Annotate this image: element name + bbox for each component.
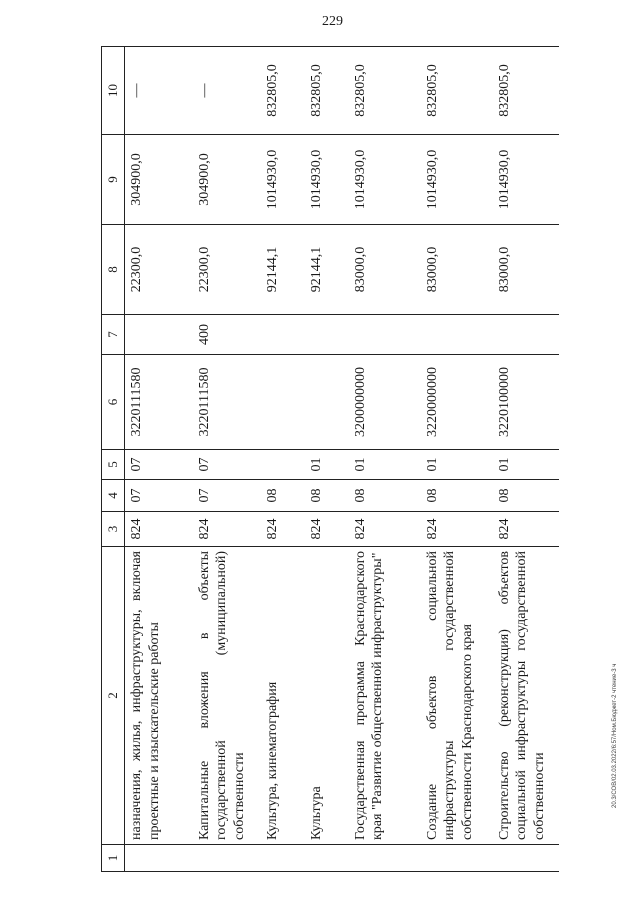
table-cell: 22300,0: [193, 225, 261, 315]
table-cell: [261, 315, 305, 355]
table-cell: 832805,0: [493, 47, 559, 135]
table-row: [193, 47, 261, 872]
table-cell: —: [125, 47, 193, 135]
table-cell: 832805,0: [261, 47, 305, 135]
table-cell: 1014930,0: [305, 135, 349, 225]
table-cell: 3220111580: [125, 355, 193, 450]
rotated-table-container: [101, 47, 551, 872]
header-cell: 8: [102, 225, 125, 315]
table-cell: [421, 315, 493, 355]
table-cell: 01: [349, 450, 421, 480]
table-cell: [261, 845, 305, 872]
table-row: [349, 47, 421, 872]
table-cell: назначения, жилья, инфраструктуры, включая проектные и изыскательские работы: [125, 547, 193, 845]
table-cell: 07: [125, 450, 193, 480]
header-cell: 10: [102, 47, 125, 135]
table-row: [493, 47, 559, 872]
table-cell: 3200000000: [349, 355, 421, 450]
table-cell: 304900,0: [125, 135, 193, 225]
table-cell: 07: [193, 450, 261, 480]
table-cell: 824: [349, 512, 421, 547]
table-cell: [125, 315, 193, 355]
table-cell: [305, 845, 349, 872]
table-cell: [261, 355, 305, 450]
budget-table: [101, 46, 559, 872]
header-row: [102, 47, 125, 872]
table-cell: 1014930,0: [261, 135, 305, 225]
table-cell: 1014930,0: [349, 135, 421, 225]
table-cell: 92144,1: [305, 225, 349, 315]
table-cell: 1014930,0: [493, 135, 559, 225]
table-cell: [421, 845, 493, 872]
header-cell: 7: [102, 315, 125, 355]
table-cell: Капитальные вложения в объекты государственной (муниципальной) собственности: [193, 547, 261, 845]
table-cell: 824: [125, 512, 193, 547]
table-cell: 824: [193, 512, 261, 547]
table-cell: 3220100000: [493, 355, 559, 450]
header-cell: 1: [102, 845, 125, 872]
side-note-text: 20.3/СОВ/02.03.2022/6:57/Ном.Бюджет-2 чтение-3 ч: [612, 663, 618, 808]
table-cell: Культура: [305, 547, 349, 845]
table-cell: [261, 450, 305, 480]
table-row: [261, 47, 305, 872]
table-cell: 08: [421, 480, 493, 512]
header-cell: 3: [102, 512, 125, 547]
table-row: [125, 47, 193, 872]
page-number: 229: [322, 14, 343, 29]
table-cell: 01: [421, 450, 493, 480]
table-cell: 832805,0: [349, 47, 421, 135]
header-cell: 4: [102, 480, 125, 512]
table-cell: 83000,0: [349, 225, 421, 315]
table-cell: 01: [493, 450, 559, 480]
table-cell: 83000,0: [493, 225, 559, 315]
table-cell: 08: [261, 480, 305, 512]
table-cell: 832805,0: [305, 47, 349, 135]
header-cell: 5: [102, 450, 125, 480]
table-row: [305, 47, 349, 872]
table-cell: 832805,0: [421, 47, 493, 135]
table-cell: [349, 315, 421, 355]
table-cell: 07: [193, 480, 261, 512]
table-cell: [305, 315, 349, 355]
table-cell: [349, 845, 421, 872]
table-cell: [125, 845, 193, 872]
table-cell: 824: [493, 512, 559, 547]
table-cell: Государственная программа Краснодарского края "Развитие общественной инфраструктуры": [349, 547, 421, 845]
table-cell: 08: [349, 480, 421, 512]
table-cell: 3220000000: [421, 355, 493, 450]
table-cell: 400: [193, 315, 261, 355]
table-cell: Создание объектов социальной инфраструктуры государственной собственности Краснодарского края: [421, 547, 493, 845]
table-cell: [305, 355, 349, 450]
table-cell: Культура, кинематография: [261, 547, 305, 845]
table-cell: 22300,0: [125, 225, 193, 315]
table-cell: 08: [493, 480, 559, 512]
header-cell: 6: [102, 355, 125, 450]
table-cell: 3220111580: [193, 355, 261, 450]
side-note: [612, 663, 622, 818]
table-cell: 92144,1: [261, 225, 305, 315]
table-cell: —: [193, 47, 261, 135]
header-cell: 9: [102, 135, 125, 225]
table-cell: 07: [125, 480, 193, 512]
table-cell: [493, 315, 559, 355]
table-cell: 824: [421, 512, 493, 547]
table-cell: [193, 845, 261, 872]
table-cell: 304900,0: [193, 135, 261, 225]
table-cell: 824: [261, 512, 305, 547]
header-cell: 2: [102, 547, 125, 845]
table-cell: Строительство (реконструкция) объектов социальной инфраструктуры государственной собственности: [493, 547, 559, 845]
table-cell: 01: [305, 450, 349, 480]
table-cell: [493, 845, 559, 872]
table-cell: 824: [305, 512, 349, 547]
table-cell: 83000,0: [421, 225, 493, 315]
table-cell: 1014930,0: [421, 135, 493, 225]
table-cell: 08: [305, 480, 349, 512]
table-row: [421, 47, 493, 872]
